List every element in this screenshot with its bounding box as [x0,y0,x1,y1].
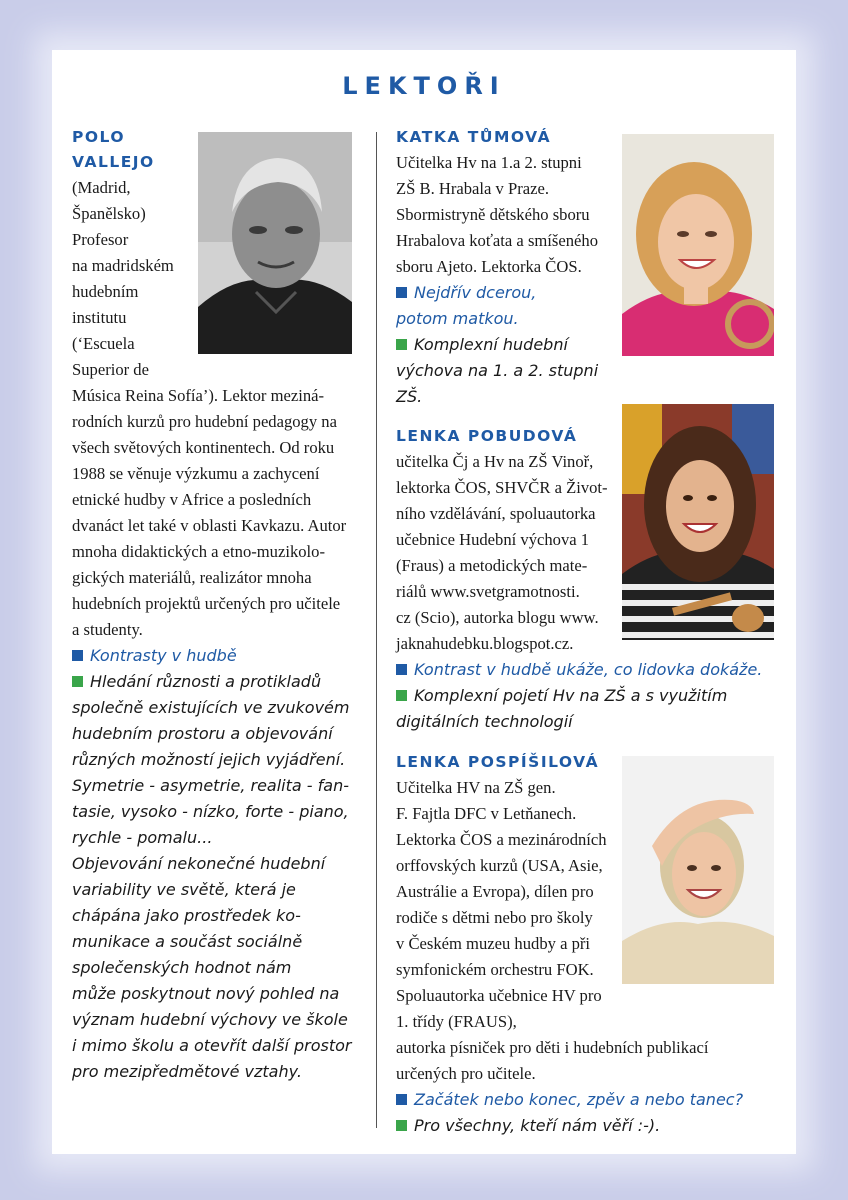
blue-square-icon [396,664,407,675]
blue-square-icon [396,287,407,298]
column-divider [376,132,377,1128]
lecturer-bio: (Madrid, Španělsko) Profesor na madridském hudebním institutu (‘Escuela Superior de Música Reina Sofía’). Lektor meziná- rodních kurzů pro hudební pedagogy na všech světových kontinentech. Od roku 1988 se věnuje výzkumu a zachycení etnické hudby v Africe a posledních dvanáct let také v oblasti Kavkazu. Autor mnoha didaktických a etno-muzikolo- gických materiálů, realizátor mnoha hudebních projektů určených pro učitele a studenty. [72,178,347,639]
talk-title: Nejdřív dcerou, potom matkou. [396,283,537,328]
talk-description: Hledání různosti a protikladů společně existujících ve zvukovém hudebním prostoru a objevování různých možností jejich vyjádření. Symetrie - asymetrie, realita - fan- tasie, vysoko - nízko, forte - piano, rychle - pomalu... Objevování nekonečné hudební variability ve světě, která je chápána jako prostředek ko- munikace a součást sociálně společenských hodnot nám může poskytnout nový pohled na význam hudební výchovy ve škole i mimo školu a otevřít další prostor pro mezipředmětové vztahy. [72,672,352,1081]
talk-title: Kontrast v hudbě ukáže, co lidovka dokáže. [396,657,788,683]
lecturer-name: LENKA POSPÍŠILOVÁ [396,753,600,771]
talk-description: Komplexní pojetí Hv na ZŠ a s využitím digitálních technologií [396,686,728,731]
portrait-polo-vallejo [198,132,352,354]
portrait-lenka-pobudova [622,404,774,640]
green-square-icon [396,339,407,350]
talk-title: Kontrasty v hudbě [72,643,362,669]
lecturer-bio: učitelka Čj a Hv na ZŠ Vinoř, lektorka ČOS, SHVČR a Život- ního vzdělávání, spoluautorka učebnice Hudební výchova 1 (Fraus) a metodických mate- riálů www.svetgramotnosti. cz (Scio), autorka blogu www. jaknahudebku.blogspot.cz. [396,452,608,653]
page-title: LEKTOŘI [342,72,506,100]
page-frame [52,50,796,1154]
talk-title: Začátek nebo konec, zpěv a nebo tanec? [396,1087,788,1113]
green-square-icon [72,676,83,687]
lecturer-name: LENKA POBUDOVÁ [396,427,578,445]
talk-description: Pro všechny, kteří nám věří :-). [396,1113,788,1139]
lecturer-name: POLO VALLEJO [72,128,155,171]
talk-description: Komplexní hudební výchova na 1. a 2. stupni ZŠ. [396,335,599,406]
lecturer-bio: Učitelka HV na ZŠ gen. F. Fajtla DFC v Letňanech. Lektorka ČOS a mezinárodních orffovských kurzů (USA, Asie, Austrálie a Evropa), dílen pro rodiče s dětmi nebo pro školy v Českém muzeu hudby a při symfonickém orchestru FOK. Spoluautorka učebnice HV pro 1. třídy (FRAUS), autorka písniček pro děti i hudebních publikací určených pro učitele. [396,778,709,1083]
green-square-icon [396,1120,407,1131]
portrait-lenka-pospisilova [622,756,774,984]
green-square-icon [396,690,407,701]
lecturer-bio: Učitelka Hv na 1.a 2. stupni ZŠ B. Hrabala v Praze. Sbormistryně dětského sboru Hrabalova koťata a smíšeného sboru Ajeto. Lektorka ČOS. [396,153,598,276]
blue-square-icon [396,1094,407,1105]
blue-square-icon [72,650,83,661]
portrait-katka-tumova [622,134,774,356]
lecturer-name: KATKA TŮMOVÁ [396,128,552,146]
